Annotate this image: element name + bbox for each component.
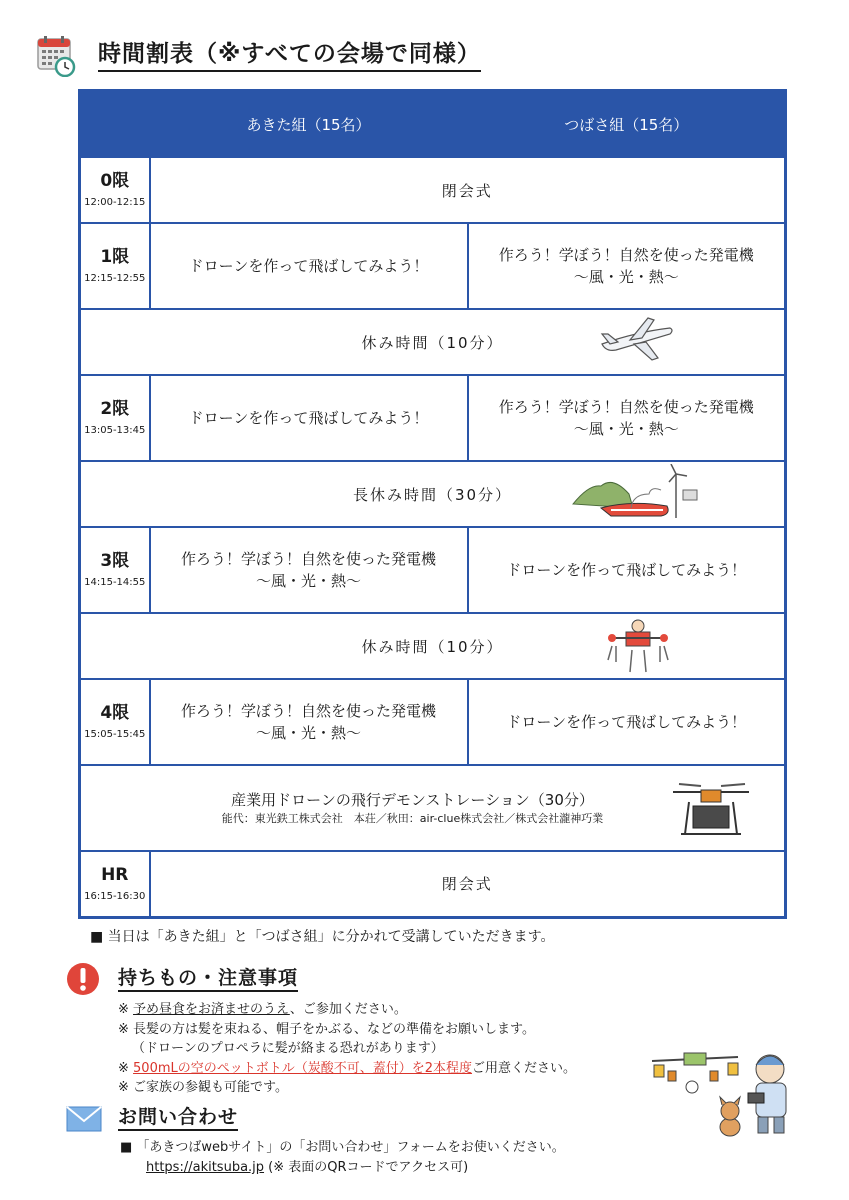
list-text: 、ご参加ください。 bbox=[289, 1002, 407, 1017]
cell-text: 閉会式 bbox=[441, 181, 493, 200]
break-cell bbox=[80, 613, 786, 679]
period-time: 13:05-13:45 bbox=[84, 425, 146, 436]
cell-subtext: 〜風・光・熱〜 bbox=[573, 420, 679, 438]
akita-class-cell bbox=[150, 223, 468, 309]
break-text: 長休み時間（30分） bbox=[352, 485, 513, 504]
timetable bbox=[78, 89, 787, 919]
belongings-title: 持ちもの・注意事項 bbox=[118, 966, 298, 992]
envelope-icon bbox=[66, 1106, 102, 1132]
tsubasa-class-cell bbox=[468, 223, 786, 309]
table-row bbox=[80, 765, 786, 851]
closing-ceremony-cell bbox=[150, 851, 786, 917]
table-row bbox=[80, 851, 786, 917]
website-link[interactable]: https://akitsuba.jp bbox=[146, 1160, 265, 1175]
period-name: 3限 bbox=[100, 551, 130, 571]
period-time: 14:15-14:55 bbox=[84, 577, 146, 588]
list-mark: ※ bbox=[118, 1002, 134, 1017]
list-item bbox=[118, 1059, 576, 1079]
period-cell bbox=[80, 679, 150, 765]
cell-text: ドローンを作って飛ばしてみよう！ bbox=[506, 713, 747, 731]
akita-class-cell bbox=[150, 527, 468, 613]
column-header-tsubasa: つばさ組（15名） bbox=[468, 91, 786, 158]
column-header-akita: あきた組（15名） bbox=[150, 91, 468, 158]
period-cell bbox=[80, 527, 150, 613]
bottle-note: 500mLの空のペットボトル（炭酸不可、蓋付）を2本程度 bbox=[133, 1060, 473, 1076]
cell-text: ドローンを作って飛ばしてみよう！ bbox=[188, 257, 429, 275]
period-name: HR bbox=[101, 864, 129, 885]
calendar-clock-icon bbox=[36, 35, 76, 77]
cell-text: 作ろう！学ぼう！自然を使った発電機 bbox=[498, 246, 754, 264]
period-cell bbox=[80, 157, 150, 223]
group-note: ■ 当日は「あきた組」と「つばさ組」に分かれて受講していただきます。 bbox=[90, 929, 555, 945]
cell-text: ドローンを作って飛ばしてみよう！ bbox=[506, 561, 747, 579]
period-time: 12:00-12:15 bbox=[84, 197, 146, 208]
cell-text: 閉会式 bbox=[441, 875, 493, 894]
header-empty-cell bbox=[80, 91, 150, 158]
period-time: 15:05-15:45 bbox=[84, 729, 146, 740]
belongings-list bbox=[118, 1000, 576, 1098]
opening-ceremony-cell bbox=[150, 157, 786, 223]
exclamation-icon bbox=[66, 962, 100, 996]
lunch-note: 予め昼食をお済ませのうえ bbox=[133, 1002, 290, 1017]
break-text: 休み時間（10分） bbox=[361, 637, 504, 656]
cell-text: 作ろう！学ぼう！自然を使った発電機 bbox=[498, 398, 754, 416]
contact-title: お問い合わせ bbox=[118, 1105, 238, 1131]
period-name: 2限 bbox=[100, 399, 130, 419]
tsubasa-class-cell bbox=[468, 679, 786, 765]
list-text: ご用意ください。 bbox=[472, 1060, 577, 1076]
cell-subtext: 〜風・光・熱〜 bbox=[255, 724, 361, 742]
contact-info bbox=[120, 1138, 565, 1178]
akita-class-cell bbox=[150, 375, 468, 461]
tsubasa-class-cell bbox=[468, 375, 786, 461]
list-item: （ドローンのプロペラに髪が絡まる恐れがあります） bbox=[132, 1041, 444, 1056]
period-name: 0限 bbox=[100, 171, 130, 191]
cell-text: ドローンを作って飛ばしてみよう！ bbox=[188, 409, 429, 427]
qr-note: (※ 表面のQRコードでアクセス可) bbox=[264, 1160, 469, 1175]
demo-cell bbox=[80, 765, 786, 851]
table-header-row bbox=[80, 91, 786, 158]
period-cell bbox=[80, 223, 150, 309]
demo-title: 産業用ドローンの飛行デモンストレーション（30分） bbox=[231, 791, 594, 809]
airplane-icon bbox=[596, 314, 676, 364]
list-mark: ※ bbox=[118, 1060, 134, 1076]
cell-text: 作ろう！学ぼう！自然を使った発電機 bbox=[180, 550, 436, 568]
period-name: 1限 bbox=[100, 247, 130, 267]
table-row bbox=[80, 613, 786, 679]
period-cell bbox=[80, 851, 150, 917]
cell-subtext: 〜風・光・熱〜 bbox=[255, 572, 361, 590]
break-cell bbox=[80, 309, 786, 375]
cell-subtext: 〜風・光・熱〜 bbox=[573, 268, 679, 286]
period-cell bbox=[80, 375, 150, 461]
page-title: 時間割表（※すべての会場で同様） bbox=[98, 40, 481, 72]
page-header bbox=[36, 36, 481, 76]
list-item: ※ 長髪の方は髪を束ねる、帽子をかぶる、などの準備をお願いします。 bbox=[118, 1021, 535, 1037]
contact-url-line bbox=[120, 1158, 565, 1178]
contact-instruction: ■ 「あきつばwebサイト」の「お問い合わせ」フォームをお使いください。 bbox=[120, 1140, 565, 1155]
table-row bbox=[80, 375, 786, 461]
list-item bbox=[118, 1000, 576, 1020]
table-row bbox=[80, 527, 786, 613]
tsubasa-class-cell bbox=[468, 527, 786, 613]
cell-text: 作ろう！学ぼう！自然を使った発電機 bbox=[180, 702, 436, 720]
table-row bbox=[80, 223, 786, 309]
akita-class-cell bbox=[150, 679, 468, 765]
break-text: 休み時間（10分） bbox=[361, 333, 504, 352]
list-item: ※ ご家族の参観も可能です。 bbox=[118, 1080, 288, 1095]
period-time: 16:15-16:30 bbox=[84, 890, 146, 902]
demo-companies: 能代：東光鉄工株式会社 本荘／秋田：air-clue株式会社／株式会社瀧神巧業 bbox=[221, 812, 604, 825]
drone-sprayer-icon bbox=[606, 616, 670, 676]
table-row bbox=[80, 157, 786, 223]
period-name: 4限 bbox=[100, 703, 130, 723]
break-cell bbox=[80, 461, 786, 527]
period-time: 12:15-12:55 bbox=[84, 273, 146, 284]
landscape-windmill-icon bbox=[571, 464, 706, 524]
table-row bbox=[80, 679, 786, 765]
kids-drone-illustration bbox=[648, 1035, 798, 1145]
industrial-drone-icon bbox=[671, 780, 751, 838]
table-row bbox=[80, 309, 786, 375]
table-row bbox=[80, 461, 786, 527]
